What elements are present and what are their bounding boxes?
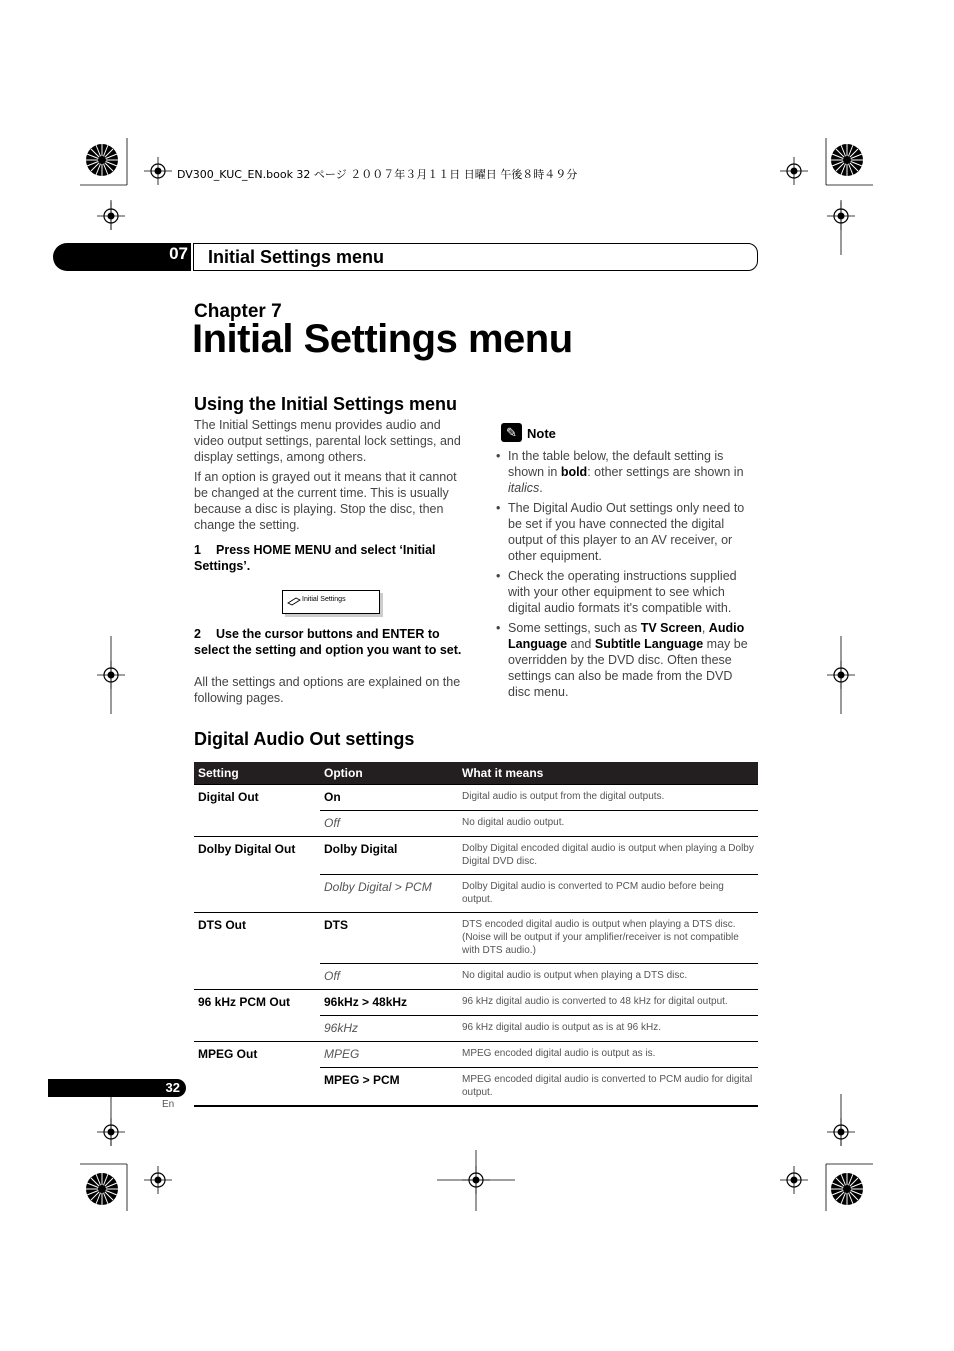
table-row — [194, 1016, 758, 1042]
meaning-cell: Dolby Digital encoded digital audio is output when playing a Dolby Digital DVD disc. — [458, 837, 758, 875]
table-row — [194, 875, 758, 913]
setting-cell: DTS Out — [194, 913, 320, 964]
option-cell: Dolby Digital > PCM — [320, 875, 458, 913]
note-item-2: • The Digital Audio Out settings only need to be set if you have connected the digital output of this player to an AV receiver, or other equipment. — [496, 500, 758, 564]
note-item-3: • Check the operating instructions supplied with your other equipment to see which digital audio formats it's compatible with. — [496, 568, 758, 616]
table-row — [194, 913, 758, 964]
step-2-description: All the settings and options are explained on the following pages. — [194, 675, 461, 705]
setting-cell: 96 kHz PCM Out — [194, 990, 320, 1016]
table-row — [194, 990, 758, 1016]
option-cell: Dolby Digital — [320, 837, 458, 875]
running-header-title: Initial Settings menu — [208, 247, 385, 267]
option-cell: MPEG — [320, 1042, 458, 1068]
page-title: Initial Settings menu — [192, 317, 573, 361]
page-language: En — [162, 1099, 175, 1110]
column-header-meaning: What it means — [458, 762, 758, 785]
initial-settings-menu-item: Initial Settings — [302, 596, 346, 603]
meaning-cell: MPEG encoded digital audio is converted to PCM audio for digital output. — [458, 1068, 758, 1107]
table-header-row — [194, 762, 758, 785]
meaning-cell: 96 kHz digital audio is converted to 48 kHz for digital output. — [458, 990, 758, 1016]
step-2 — [194, 626, 466, 658]
meaning-cell: DTS encoded digital audio is output when playing a DTS disc. (Noise will be output if your amplifier/receiver is not compatible with DTS audio.) — [458, 913, 758, 964]
meaning-cell: No digital audio is output when playing a DTS disc. — [458, 964, 758, 990]
digital-section-heading: Digital Audio Out settings — [194, 729, 415, 749]
page-number: 32 — [165, 1080, 180, 1095]
step-1 — [194, 542, 466, 574]
step-2-text: Use the cursor buttons and ENTER to select the setting and option you want to set. — [194, 627, 462, 657]
note-item-4: • Some settings, such as TV Screen, Audio Language and Subtitle Language may be overridden by the DVD disc. Often these settings can also be made from the DVD disc menu. — [496, 620, 758, 700]
meaning-cell: 96 kHz digital audio is output as is at 96 kHz. — [458, 1016, 758, 1042]
table-row — [194, 785, 758, 811]
table-row — [194, 1042, 758, 1068]
meaning-cell: MPEG encoded digital audio is output as is. — [458, 1042, 758, 1068]
setting-cell — [194, 964, 320, 990]
option-cell: On — [320, 785, 458, 811]
column-header-option: Option — [320, 762, 458, 785]
setting-cell: MPEG Out — [194, 1042, 320, 1068]
print-header: DV300_KUC_EN.book 32 ページ ２００７年３月１１日 日曜日 午後８時４９分 — [177, 168, 578, 181]
setting-cell — [194, 811, 320, 837]
meaning-cell: Digital audio is output from the digital outputs. — [458, 785, 758, 811]
settings-wrench-icon — [287, 596, 301, 606]
setting-cell — [194, 1016, 320, 1042]
table-row — [194, 964, 758, 990]
column-header-setting: Setting — [194, 762, 320, 785]
step-2-number: 2 — [194, 627, 201, 641]
step-1-number: 1 — [194, 543, 201, 557]
option-cell: 96kHz > 48kHz — [320, 990, 458, 1016]
meaning-cell: Dolby Digital audio is converted to PCM audio before being output. — [458, 875, 758, 913]
setting-cell — [194, 875, 320, 913]
note-list — [496, 448, 758, 704]
setting-cell: Digital Out — [194, 785, 320, 811]
digital-audio-table — [194, 762, 758, 1107]
note-pencil-icon: ✎ — [501, 423, 522, 442]
using-section-heading: Using the Initial Settings menu — [194, 394, 458, 414]
meaning-cell: No digital audio output. — [458, 811, 758, 837]
setting-cell — [194, 1068, 320, 1107]
option-cell: 96kHz — [320, 1016, 458, 1042]
option-cell: MPEG > PCM — [320, 1068, 458, 1107]
option-cell: Off — [320, 811, 458, 837]
using-para-1: The Initial Settings menu provides audio and video output settings, parental lock settings, and display settings, among others. — [194, 418, 461, 464]
chapter-number: 07 — [169, 244, 188, 263]
table-row — [194, 837, 758, 875]
using-para-2: If an option is grayed out it means that it cannot be changed at the current time. This is usually because a disc is playing. Stop the disc, then change the setting. — [194, 470, 457, 532]
setting-cell: Dolby Digital Out — [194, 837, 320, 875]
table-row — [194, 811, 758, 837]
step-1-text: Press HOME MENU and select ‘Initial Settings’. — [194, 543, 436, 573]
table-row — [194, 1068, 758, 1107]
option-cell: Off — [320, 964, 458, 990]
note-item-1: • In the table below, the default setting is shown in bold: other settings are shown in italics. — [496, 448, 758, 496]
note-label: Note — [527, 426, 556, 441]
option-cell: DTS — [320, 913, 458, 964]
chapter-label: Chapter 7 — [194, 301, 282, 322]
